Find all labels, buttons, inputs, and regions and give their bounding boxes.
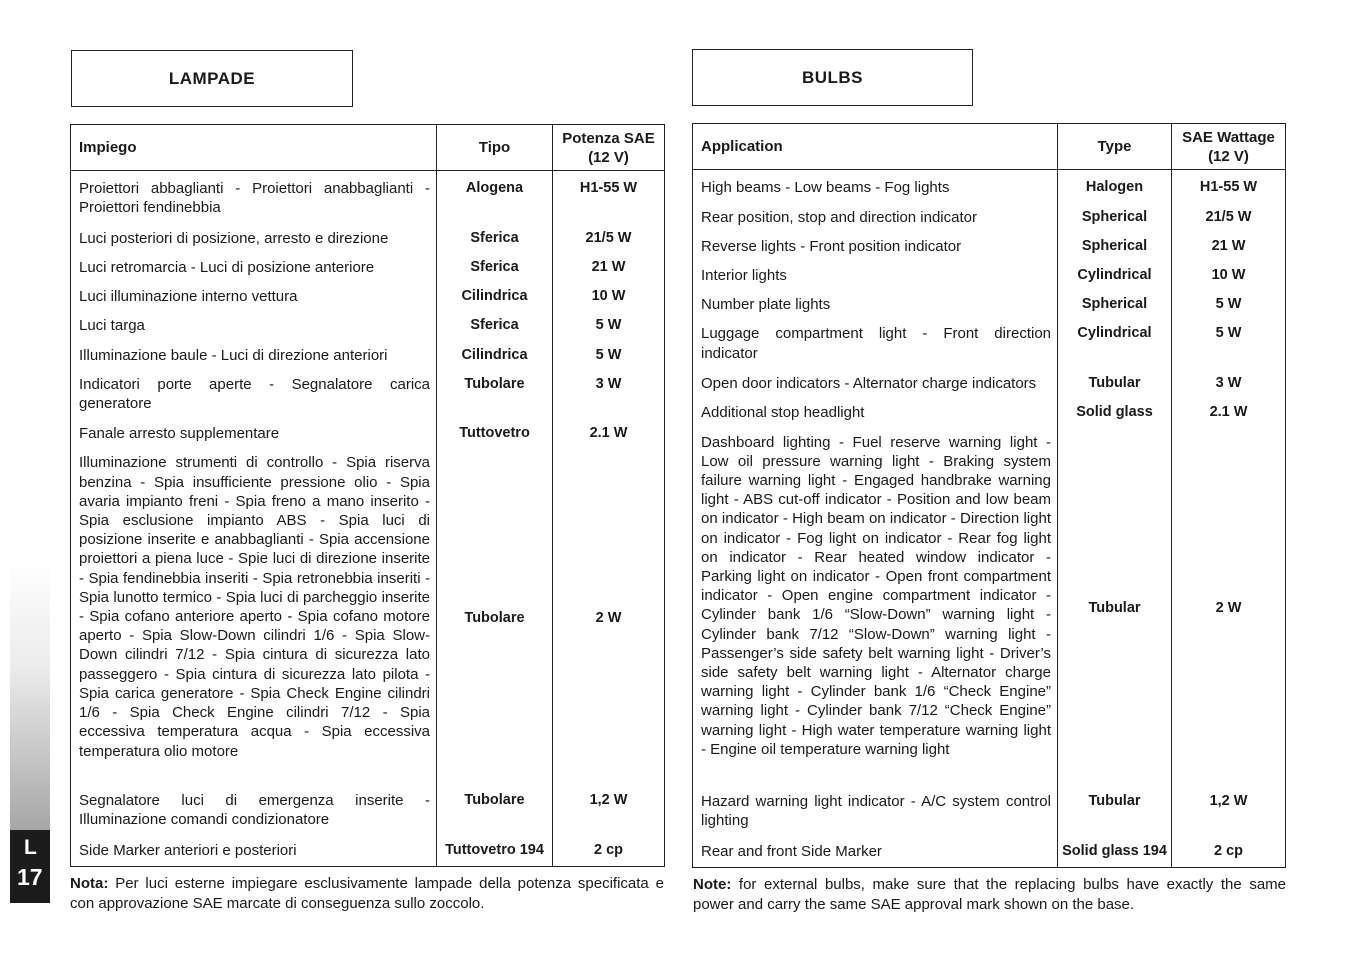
note-english: [693, 875, 1286, 914]
cell-type: Solid glass: [1058, 399, 1172, 428]
cell-application: Interior lights: [701, 266, 787, 284]
header-power: Potenza SAE (12 V): [553, 125, 665, 171]
cell-type: Sferica: [437, 225, 553, 254]
cell-type: Cylindrical: [1058, 262, 1172, 291]
cell-power: 2.1 W: [1172, 399, 1286, 428]
cell-type: Tubular: [1058, 370, 1172, 399]
cell-power: 3 W: [1172, 370, 1286, 399]
cell-power: 2 cp: [553, 837, 665, 867]
table-row: [71, 449, 665, 787]
cell-application: Reverse lights - Front position indicator: [701, 237, 962, 255]
table-row: [693, 170, 1286, 204]
cell-power: 5 W: [553, 312, 665, 341]
table-row: [71, 283, 665, 312]
cell-type: Tuttovetro: [437, 420, 553, 449]
table-row: [693, 399, 1286, 428]
cell-application: Indicatori porte aperte - Segnalatore carica generatore: [79, 375, 430, 412]
cell-power: 5 W: [1172, 291, 1286, 320]
cell-application: Segnalatore luci di emergenza inserite - Illuminazione comandi condizionatore: [79, 792, 430, 829]
cell-application: Open door indicators - Alternator charge indicators: [701, 375, 1037, 393]
cell-type: Tubolare: [437, 787, 553, 837]
cell-power: H1-55 W: [1172, 170, 1286, 204]
cell-power: 10 W: [553, 283, 665, 312]
cell-power: 3 W: [553, 371, 665, 421]
note-label: Nota:: [70, 875, 109, 892]
table-row: [693, 838, 1286, 868]
bulb-table-italian: [70, 124, 665, 867]
cell-power: 21/5 W: [1172, 204, 1286, 233]
table-row: [71, 171, 665, 226]
table-row: [693, 204, 1286, 233]
table-row: [71, 787, 665, 837]
table-row: [693, 429, 1286, 788]
header-application: Impiego: [71, 125, 437, 171]
table-row: [71, 371, 665, 421]
page-tab: [10, 830, 50, 903]
table-row: [693, 370, 1286, 399]
header-type: Type: [1058, 124, 1172, 170]
page-edge-shading: [10, 560, 50, 830]
table-row: [693, 262, 1286, 291]
cell-application: Dashboard lighting - Fuel reserve warning light - Low oil pressure warning light - Braking system failure warning light - Engaged handbrake warning light - ABS cut-off indicator - Position and low beam on indicator - High beam on indicator - Direction light on indicator - Fog light on indicator - Rear fog light on indicator - Rear heated window indicator - Parking light on indicator - Open front compartment indicator - Open engine compartment indicator - Cylinder bank 1/6 “Slow-Down” warning light - Cylinder bank 7/12 “Slow-Down” warning light - Passenger’s side safety belt warning light - Driver’s side safety belt warning light - Alternator charge warning light - Cylinder bank 1/6 “Check Engine” warning light - Cylinder bank 7/12 “Check Engine” warning light - High water temperature warning light - Engine oil temperature warning light: [701, 433, 1051, 758]
cell-application: Luggage compartment light - Front direction indicator: [701, 325, 1051, 362]
section-title-text: BULBS: [801, 67, 864, 87]
cell-application: Hazard warning light indicator - A/C system control lighting: [701, 792, 1051, 829]
bulb-table-english: [692, 123, 1286, 868]
section-title-lampade: [71, 50, 353, 107]
cell-power: 21 W: [1172, 233, 1286, 262]
cell-application: Luci targa: [79, 317, 145, 335]
cell-type: Spherical: [1058, 291, 1172, 320]
cell-type: Tubular: [1058, 788, 1172, 838]
table-header-row: [71, 125, 665, 171]
table-row: [71, 342, 665, 371]
cell-power: 5 W: [1172, 320, 1286, 370]
cell-application: Fanale arresto supplementare: [79, 425, 280, 443]
table-row: [71, 254, 665, 283]
table-row: [71, 837, 665, 867]
header-type: Tipo: [437, 125, 553, 171]
cell-application: Luci retromarcia - Luci di posizione anteriore: [79, 259, 375, 277]
cell-power: 5 W: [553, 342, 665, 371]
cell-power: 2 W: [553, 449, 665, 787]
table-row: [693, 233, 1286, 262]
cell-application: High beams - Low beams - Fog lights: [701, 179, 950, 196]
cell-type: Cilindrica: [437, 283, 553, 312]
section-title-text: LAMPADE: [168, 68, 256, 88]
header-power: SAE Wattage (12 V): [1172, 124, 1286, 170]
cell-type: Spherical: [1058, 233, 1172, 262]
cell-type: Tubular: [1058, 429, 1172, 788]
cell-power: H1-55 W: [553, 171, 665, 226]
table-row: [693, 320, 1286, 370]
cell-application: Rear position, stop and direction indicator: [701, 208, 977, 226]
cell-power: 2 cp: [1172, 838, 1286, 868]
table-row: [71, 420, 665, 449]
page-tab-number: 17: [17, 864, 43, 890]
cell-power: 21 W: [553, 254, 665, 283]
cell-type: Tuttovetro 194: [437, 837, 553, 867]
cell-power: 10 W: [1172, 262, 1286, 291]
note-label: Note:: [693, 876, 732, 893]
cell-application: Additional stop headlight: [701, 404, 865, 422]
cell-type: Sferica: [437, 254, 553, 283]
cell-application: Number plate lights: [701, 296, 831, 314]
cell-power: 1,2 W: [1172, 788, 1286, 838]
cell-application: Illuminazione strumenti di controllo - Spia riserva benzina - Spia insufficiente pressione olio - Spia avaria impianto freni - Spia freno a mano inserito - Spia esclusione impianto ABS - Spia luci di posizione inserite e anabbaglianti - Spia accensione proiettori a piena luce - Spie luci di direzione inserite - Spia fendinebbia inseriti - Spia retronebbia inseriti - Spia lunotto termico - Spia luci di parcheggio inserite - Spia cofano anteriore aperto - Spia cofano motore aperto - Spia Slow-Down cilindri 1/6 - Spia Slow-Down cilindri 7/12 - Spia cintura di sicurezza lato passeggero - Spia cintura di sicurezza lato pilota - Spia carica generatore - Spia Check Engine cilindri 1/6 - Spia Check Engine cilindri 7/12 - Spia eccessiva temperatura acqua - Spia eccessiva temperatura olio motore: [79, 454, 430, 760]
note-text: for external bulbs, make sure that the replacing bulbs have exactly the same power and carry the same SAE approval mark shown on the base.: [693, 876, 1286, 913]
cell-type: Tubolare: [437, 371, 553, 421]
cell-power: 2 W: [1172, 429, 1286, 788]
cell-power: 21/5 W: [553, 225, 665, 254]
section-title-bulbs: [692, 49, 973, 106]
cell-power: 1,2 W: [553, 787, 665, 837]
cell-type: Solid glass 194: [1058, 838, 1172, 868]
header-application: Application: [693, 124, 1058, 170]
cell-application: Proiettori abbaglianti - Proiettori anabbaglianti - Proiettori fendinebbia: [79, 180, 430, 217]
cell-application: Rear and front Side Marker: [701, 842, 882, 860]
cell-type: Cilindrica: [437, 342, 553, 371]
cell-application: Luci illuminazione interno vettura: [79, 288, 298, 306]
cell-type: Spherical: [1058, 204, 1172, 233]
cell-power: 2.1 W: [553, 420, 665, 449]
cell-type: Tubolare: [437, 449, 553, 787]
table-row: [693, 291, 1286, 320]
cell-application: Illuminazione baule - Luci di direzione anteriori: [79, 346, 388, 364]
page-tab-letter: L: [24, 836, 37, 859]
table-header-row: [693, 124, 1286, 170]
note-italian: [70, 874, 664, 913]
cell-type: Cylindrical: [1058, 320, 1172, 370]
cell-application: Luci posteriori di posizione, arresto e direzione: [79, 230, 389, 248]
note-text: Per luci esterne impiegare esclusivamente lampade della potenza specificata e con approvazione SAE marcate di conseguenza sullo zoccolo.: [70, 875, 664, 912]
cell-type: Sferica: [437, 312, 553, 341]
table-row: [71, 225, 665, 254]
table-row: [693, 788, 1286, 838]
cell-type: Halogen: [1058, 170, 1172, 204]
table-row: [71, 312, 665, 341]
cell-type: Alogena: [437, 171, 553, 226]
cell-application: Side Marker anteriori e posteriori: [79, 841, 297, 859]
